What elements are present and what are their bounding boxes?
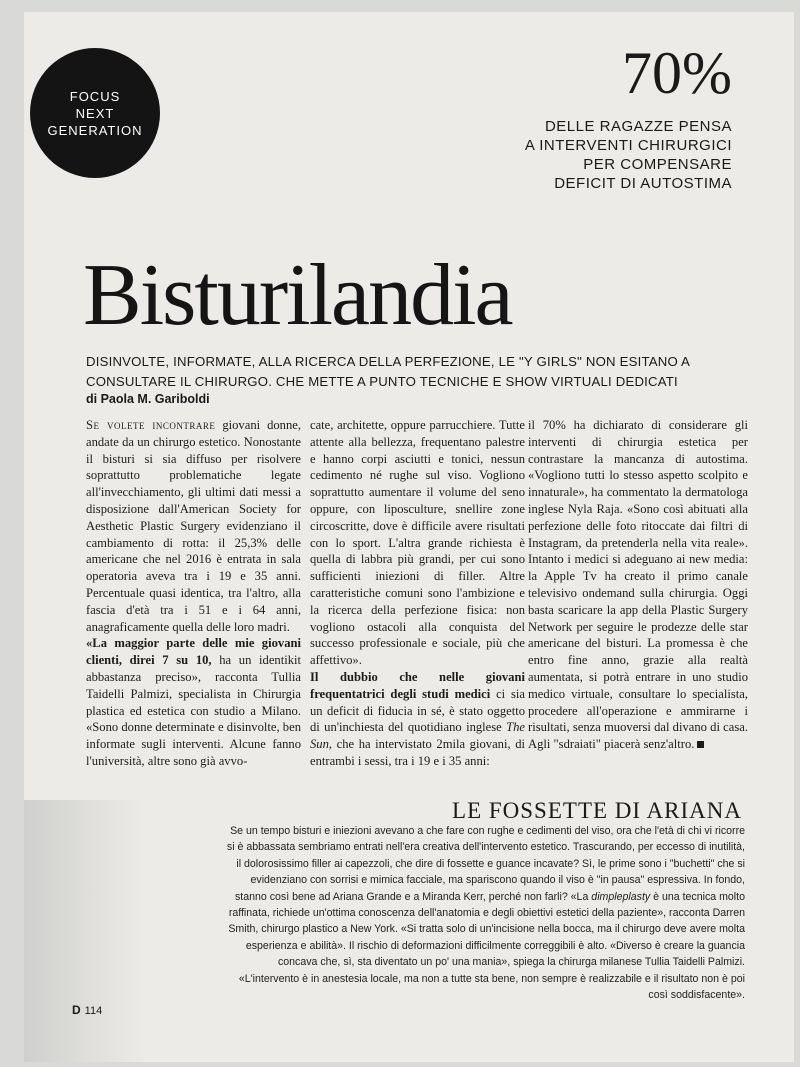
badge-line-3: GENERATION <box>47 122 143 138</box>
page-folio <box>72 1003 102 1017</box>
article-column-2 <box>310 417 525 770</box>
newspaper-name: The Sun <box>310 720 525 752</box>
end-mark-icon <box>697 741 704 748</box>
paragraph: il 70% ha dichiarato di considerare gli interventi di chirurgia estetica per contrastare la mancanza di autostima. «Vogliono tutti lo stesso aspetto scolpito e innaturale», ha commentato la dermatologa inglese Nyla Raja. «Sono così abituati alla perfezione delle foto ritoccate dai filtri di Instagram, da pretenderla nella vita reale». Intanto i medici si adeguano ai new media: la Apple Tv ha creato il primo canale televisivo ondemand sulla chirurgia. Oggi basta scaricare la app della Plastic Surgery Network per seguire le prodezze delle star americane del bisturi. La promessa è che entro fine anno, grazie alla realtà aumentata, si potrà entrare in uno studio medico virtuale, consultare lo specialista, procedere all'operazione e ammirarne i risultati, senza muoversi dal divano di casa. Agli "sdraiati" piacerà senz'altro. <box>528 418 748 752</box>
article-column-3 <box>528 417 748 753</box>
paragraph: Se un tempo bisturi e iniezioni avevano a che fare con rughe e cedimenti del viso, ora che l'età di chi vi ricorre si è abbassata sembriamo entrati nell'era creativa dell'intervento estetico. Trascurando, per eccesso di inutilità, il dolorosissimo filler ai capezzoli, che dire di fossette e guance incavate? Sì, le prime sono i "buchetti" che si evidenziano con sorrisi e mimica facciale, ma spariscono quando il viso è "in pausa" espressiva. In fondo, stanno così bene ad Ariana Grande e a Miranda Kerr, perché non farli? «La <box>226 825 745 903</box>
technique-name: dimpleplasty <box>591 890 651 903</box>
sidebar-text <box>225 823 745 1003</box>
article-standfirst: DISINVOLTE, INFORMATE, ALLA RICERCA DELLA PERFEZIONE, LE "Y GIRLS" NON ESITANO A CONSULTARE IL CHIRURGO. CHE METTE A PUNTO TECNICHE E SHOW VIRTUALI DEDICATI <box>86 354 690 389</box>
paragraph: ha un identikit abbastanza preciso», racconta Tullia Taidelli Palmizi, specialista in Chirurgia plastica ed estetica con studio a Milano. «Sono donne determinate e disinvolte, ben informate sugli interventi. Alcune fanno l'università, altre sono già avvo- <box>86 653 301 768</box>
article-column-1 <box>86 417 301 770</box>
paragraph: cate, architette, oppure parrucchiere. Tutte attente alla bellezza, frequentano palestre e hanno corpi asciutti e tonici, nessun cedimento né rughe sul viso. Vogliono soprattutto aumentare il volume del seno oppure, con liposculture, snellire zone circoscritte, dove è difficile avere risultati con lo sport. L'altra grande richiesta è quella di labbra più grandi, per cui sono sufficienti iniezioni di filler. Altre caratteristiche comuni sono l'ambizione e la ricerca della perfezione fisica: non vogliono ostacoli alla conquista del successo professionale e sociale, più che affettivo». <box>310 418 525 668</box>
section-badge <box>30 48 160 178</box>
article-title: Bisturilandia <box>83 247 512 344</box>
stat-line: DEFICIT DI AUTOSTIMA <box>554 175 732 192</box>
paragraph: giovani donne, andate da un chirurgo estetico. Nonostante il bisturi si sia diffuso per risolvere soprattutto problematiche legate all'invecchiamento, gli ultimi dati messi a disposizione dall'American Society for Aesthetic Plastic Surgery evidenziano il cambiamento di rotta: il 25,3% delle americane che nel 2016 è entrata in sala operatoria aveva tra i 19 e 35 anni. Percentuale quasi identica, tra l'altro, alla fascia d'età tra i 51 e i 64 anni, anagraficamente quella delle loro madri. <box>86 418 301 634</box>
paragraph: ci sia un deficit di fiducia in sé, è stato oggetto di un'inchiesta del quotidiano inglese <box>310 686 525 735</box>
sidebar-title: LE FOSSETTE DI ARIANA <box>452 798 742 823</box>
stat-value: 70% <box>622 40 732 106</box>
stat-line: A INTERVENTI CHIRURGICI <box>524 137 732 154</box>
stat-caption <box>432 117 732 193</box>
article-byline: di Paola M. Gariboldi <box>86 392 210 406</box>
page-number: 114 <box>84 1005 103 1017</box>
stat-line: DELLE RAGAZZE PENSA <box>544 118 732 135</box>
stat-line: PER COMPENSARE <box>583 156 732 173</box>
badge-line-2: NEXT <box>75 105 115 121</box>
badge-line-1: FOCUS <box>69 88 121 104</box>
paragraph: , che ha intervistato 2mila giovani, di entrambi i sessi, tra i 19 e i 35 anni: <box>310 737 525 768</box>
page-shadow <box>24 800 144 1062</box>
pull-quote: «La maggior parte delle mie giovani clienti, direi 7 su 10, <box>86 636 301 668</box>
subhead-lead: Il dubbio che nelle giovani frequentatrici degli studi medici <box>310 669 525 701</box>
paragraph: è una tecnica molto raffinata, richiede un'ottima conoscenza dell'anatomia e degli obiettivi estetici della paziente», racconta Darren Smith, chirurgo plastico a New York. «Si tratta solo di un'incisione nella bocca, ma il chirurgo deve avere molta esperienza e abilità». Il rischio di deformazioni difficilmente correggibili è alto. «Diverso è creare la guancia concava che, sì, sta diventato un po' una mania», spiega la chirurga milanese Tullia Taidelli Palmizi. «L'intervento è in anestesia locale, ma non a tutte sta bene, non sempre è realizzabile e il risultato non è poi così soddisfacente». <box>228 890 745 1002</box>
lead-in: Se volete incontrare <box>86 418 216 432</box>
magazine-logo: D <box>72 1003 81 1017</box>
